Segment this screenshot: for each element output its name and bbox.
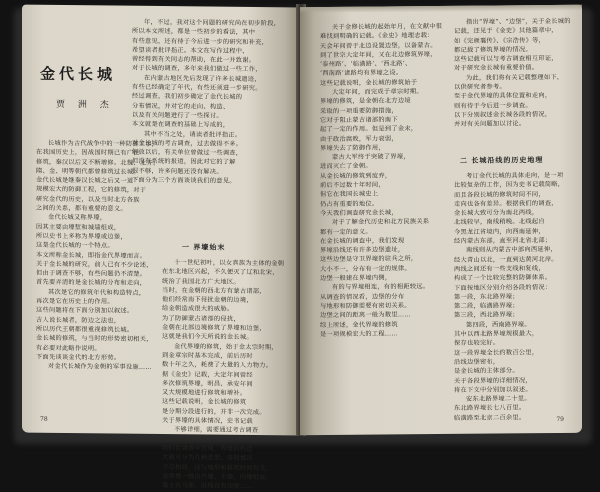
text-line: 第二段，临潢路界壕； — [454, 302, 519, 311]
text-line: 采取的一项重要防御措施， — [320, 107, 398, 115]
text-line: 与地形和防御需要有密切关系。 — [320, 302, 411, 310]
text-line: 第一段，东北路界壕； — [454, 293, 519, 301]
text-line: 界壕沿线还有许多边堡遗址， — [320, 246, 405, 255]
text-line: 有些已经确定了年代，有些还须进一步研究。 — [132, 83, 262, 93]
text-line: 到金章宗时基本完成，前后历时 — [162, 351, 253, 360]
text-line: 对金代长城作为金朝的军事设施…… — [48, 362, 152, 372]
text-line: 走向也各有差异。根据我们的调查， — [454, 199, 558, 208]
text-line: 金朝在北部边境修筑了界壕和边堡， — [162, 324, 266, 333]
text-line: 而且各段长城的修筑时间不同， — [454, 190, 545, 199]
text-line: 两线之间还有一些支线和复线， — [454, 265, 545, 273]
text-line: 由于政治腐败，军力衰弱， — [320, 134, 398, 143]
text-line: ‘西南路’诸路均有界壕之设。 — [320, 69, 403, 78]
text-line: 是一项规模宏大的工程…… — [320, 330, 398, 338]
text-line: 古人说长城者，防边之法也， — [36, 316, 121, 325]
text-line: 不尽相同，这与地形和修筑时间有关。 — [162, 463, 273, 472]
text-line: 希望读者批评指正。本文在写作过程中， — [132, 46, 249, 55]
text-line: 界壕的修筑，是金朝在北方边境 — [320, 97, 411, 106]
right-body-text-1 — [320, 22, 450, 425]
text-line: 在我国历史上，因战国时期已有广泛 — [36, 148, 140, 158]
text-line: 规模宏大的防御工程，它的修筑，对于 — [36, 186, 147, 195]
text-line: 指出“界壕”、“边堡”，关于金长城的 — [466, 17, 571, 26]
text-line: 为此，我们将有关记载整理如下， — [466, 73, 564, 82]
text-line: 长城作为古代战争中的一种防御工事， — [48, 139, 159, 148]
text-line: 对于长城的调查，多年来我们做过一些工作， — [132, 65, 262, 74]
text-line: 经内蒙古东部，直至河北省北部； — [454, 237, 552, 245]
text-line: 以供研究者参考。 — [454, 83, 506, 91]
text-line: 关于各段界壕的详细情况， — [454, 376, 532, 385]
text-line: 很不够，许多问题还没有解决。 — [132, 167, 223, 176]
text-line: 以及有关问题进行了一些探讨。 — [132, 111, 223, 120]
text-line: 沿线边堡密布， — [454, 358, 500, 366]
text-line: 金代长城是继秦汉长城之后又一道 — [36, 176, 134, 185]
text-line: 起了一定的作用。但是到了金末， — [320, 125, 418, 134]
text-line: 本文所称金长城，即指金代界壕而言。 — [36, 251, 147, 260]
text-line: 这就是我们今天所说的金长城。 — [162, 333, 253, 342]
text-line: 从金长城的修筑到废弃， — [320, 172, 392, 180]
text-line: 据《金史》记载，大定年间曾经 — [162, 370, 253, 379]
text-line: 前后不过数十年时间， — [320, 181, 385, 190]
text-line: 所以历代王朝都很重视修筑长城。 — [36, 325, 134, 334]
text-line: 年，不过，我对这个问题的研究尚在初步阶段， — [144, 18, 281, 28]
text-line: 大定年间，而完成于章宗时期。 — [332, 88, 423, 97]
text-line: 今黑龙江省境内，向西南延伸， — [454, 227, 545, 236]
text-line: 蒙古大军终于突破了界壕， — [332, 153, 410, 162]
text-line: 至于金代界壕的具体位置和走向， — [454, 92, 552, 101]
text-line: 界壕失去了防御作用， — [320, 144, 385, 152]
text-line: 难找到明确的记载。《金史》地理志载： — [320, 32, 434, 41]
text-line: 所以本文所述，都是一些初步的看法，其中 — [132, 27, 256, 37]
text-line: 边堡之间的距离一般为数里…… — [320, 311, 411, 320]
text-line: 大致可分为几种类型，各段情况 — [162, 454, 253, 463]
text-line: 这一段界壕全长约数百公里， — [454, 348, 539, 357]
text-line: 数十年之久，耗费了大量的人力物力。 — [162, 361, 273, 370]
section-heading-2: 二 长城沿线的历史地理 — [460, 155, 544, 165]
text-line: 记载，还见于《金史》其他篇章中， — [454, 27, 558, 36]
text-line: 这些记载说明，金长城的修筑始于 — [320, 78, 418, 87]
left-page — [22, 5, 302, 491]
text-line: 从调查的情况看，边堡的分布 — [320, 292, 405, 301]
text-line: 首先要弄清的是金长城的分布和走向， — [36, 279, 147, 288]
left-folio: 78 — [40, 415, 48, 423]
text-line: 金长城大致可分为南北两线， — [454, 209, 539, 218]
text-line: 关于界壕的具体情况，史书记载 — [162, 417, 253, 425]
text-line: 如《完颜襄传》、《宗浩传》等， — [454, 36, 546, 45]
text-line: 解放以后，有关单位曾做过一些调查， — [132, 148, 243, 157]
text-line: 南线则从内蒙古中部向西延伸， — [466, 246, 557, 255]
text-line: 都记载了修筑界壕的情况。 — [454, 46, 532, 54]
text-line: 仍占有重要的地位。 — [320, 200, 379, 208]
text-line: 第三段，西北路界壕； — [454, 311, 519, 320]
text-line: 都有一定的意义。 — [320, 228, 372, 236]
text-line: 下面先谈谈金代的北方形势。 — [36, 353, 121, 362]
article-title: 金代长城 — [40, 64, 117, 84]
text-line: 不够详细，需要通过考古调查 — [174, 426, 259, 435]
text-line: 其次是它的修筑年代和构造特点， — [48, 288, 146, 297]
text-line: 经过调查，我们初步确定了金代长城的 — [132, 93, 243, 102]
text-line: 这些问题将在下面分别加以叙述。 — [36, 307, 134, 316]
text-line: 他们经常南下侵扰金朝的边境， — [162, 296, 253, 305]
text-line: 在内蒙古地区先后发现了许多长城遗迹， — [144, 74, 261, 83]
text-line: 金代长城又称界壕， — [48, 214, 107, 222]
text-line: 分布情况，并对它的走向、构造、 — [132, 102, 230, 111]
left-body-text-1 — [36, 139, 158, 376]
text-line: 边堡一般建在界壕内侧， — [320, 274, 392, 283]
text-line: 隋、金、明等朝代都曾修筑过长城。 — [36, 167, 140, 176]
text-line: 在金长城的调查中，我们发现 — [320, 237, 405, 245]
text-line: 为了防御蒙古诸部的侵扰， — [162, 314, 240, 323]
text-line: 之间的关系，都有重要的意义。 — [36, 204, 127, 213]
text-line: 进而灭亡了金朝。 — [320, 163, 372, 171]
text-line: 关于金长城的研究，前人已有不少论述， — [36, 260, 153, 269]
text-line: 下面分为三个方面谈谈我们的意见。 — [132, 176, 236, 185]
text-line: 曾经得到有关同志的帮助，在此一并致谢。 — [132, 55, 256, 65]
text-line: 又大规模地进行修筑和增补。 — [162, 389, 247, 398]
text-line: 我们在调查中发现，界壕的构造 — [162, 444, 253, 453]
text-line: 它对于阻止蒙古诸部的南下 — [320, 116, 398, 125]
text-line: 对于研究金长城有重要价值。 — [454, 64, 539, 73]
text-line: 因其主要由壕堑和城墙组成， — [36, 223, 121, 232]
text-line: 这是金代长城的一个特点。 — [36, 241, 114, 250]
text-line: 这些记载说明，金长城的修筑 — [162, 398, 247, 407]
text-line: 但它在我国长城史上 — [320, 190, 379, 199]
text-line: 统治了我国北方广大地区。 — [162, 277, 240, 286]
text-line: ‘泰州路’、‘临潢路’、‘西北路’、 — [320, 60, 412, 69]
text-line: 比较复杂的工作，因为史书记载简略， — [454, 181, 565, 190]
text-line: 金代界壕的修筑，始于金太宗时期， — [174, 342, 278, 351]
text-line: 本文就是在调查的基础上写成的， — [132, 120, 230, 129]
text-line: 有的与界壕相连，有的相距较远。 — [332, 283, 430, 292]
text-line: 构成了一个比较完整的防御体系。 — [454, 274, 552, 283]
text-line: 是分期分段进行的，并非一次完成。 — [162, 407, 266, 416]
text-line: 当时，在金朝的西北方有蒙古诸部， — [162, 286, 266, 295]
text-line: 十一世纪初叶，以女真族为主体的金朝 — [174, 259, 285, 268]
text-line: 将在下文中分别加以叙述。 — [454, 386, 532, 394]
text-line: 金长城的修筑，与当时的形势密切相关， — [36, 334, 153, 344]
text-line: 对于了解金代历史和北方民族关系 — [332, 218, 430, 227]
text-line: 今天我们调查研究金长城， — [320, 209, 398, 217]
text-line: 天会年间曾于北边设置边堡，以备蒙古。 — [320, 41, 437, 50]
right-body-text-2 — [454, 17, 574, 134]
text-line: 保存也较完好。 — [454, 339, 500, 348]
text-line: 下面按地区分别介绍各段的情况： — [454, 283, 552, 292]
text-line: 加以补充和证实。 — [162, 435, 214, 444]
text-line: 北线较早，南线稍晚。北线起自 — [454, 218, 545, 227]
text-line: 安东北路界壕二十里。 — [466, 395, 531, 403]
text-line: 第四段，西南路界壕。 — [466, 320, 531, 329]
text-line: 以下分别叙述金长城各段的情况， — [454, 111, 552, 119]
text-line: 所以史书上多称为界壕或边堡， — [36, 232, 127, 241]
text-line: 东北路界壕长七八百里。 — [454, 404, 526, 413]
text-line: 金界壕一般由外壕、主墙、内壕组成， — [162, 472, 273, 481]
section-heading-1: 一 界壕始末 — [182, 242, 226, 252]
text-line: 关于金修长城的起始年月，在文献中很 — [332, 22, 443, 31]
text-line: 这些边堡是守卫界壕的驻兵之所， — [320, 255, 418, 264]
text-line: 但由于调查不够，有些问题仍不清楚。 — [36, 269, 147, 278]
text-line: 但没有系统的报道，因此对它的了解 — [132, 158, 236, 167]
text-line: 并对有关问题加以讨论。 — [454, 120, 526, 129]
text-line: 这些记载可以与考古调查相互印证， — [454, 55, 558, 64]
text-line: 其中不当之处，请读者批评指正。 — [144, 130, 242, 139]
text-line: 临潢路至北京二百余里。 — [454, 413, 526, 422]
text-line: 对金长城的考古调查，过去做得不多。 — [132, 139, 243, 148]
right-body-text-3 — [454, 171, 574, 424]
text-line: 墙上有马面，沿线设有边堡…… — [162, 482, 253, 491]
page-edge-shadow — [300, 5, 582, 13]
text-line: 则有待于今后进一步调查。 — [454, 101, 532, 110]
left-body-text-2 — [162, 258, 294, 491]
article-author: 贾 洲 杰 — [56, 99, 114, 111]
text-line: 考订金代长城的具体走向，是一项 — [466, 171, 564, 180]
text-line: 研究金代的历史，以及当时北方各族 — [36, 195, 140, 204]
text-line: 有必要对此略作说明。 — [36, 344, 101, 352]
text-line: 有些意见，还有待于今后进一步的研究和补充， — [132, 37, 269, 46]
text-line: 其中以西北路界壕规模最大， — [454, 330, 539, 338]
text-line: 修筑，秦汉以后又不断增修。北魏、北齐、 — [36, 158, 160, 167]
right-page — [300, 5, 582, 435]
text-line: 综上所述，金代界壕的修筑 — [320, 320, 398, 329]
text-line: 经大青山以北，一直到达黄河北岸。 — [454, 255, 558, 264]
text-line: 到了世宗大定年间，又在北边修筑界壕， — [320, 50, 437, 59]
text-line: 多次修筑界壕，明昌、承安年间 — [162, 379, 253, 388]
text-line: 是金长城的主体部分。 — [454, 367, 519, 376]
text-line: 在东北地区兴起，不久便灭了辽和北宋， — [162, 268, 279, 277]
right-folio: 79 — [556, 415, 564, 423]
text-line: 大小不一，分布有一定的规律。 — [320, 264, 411, 273]
text-line: 给金朝造成很大的威胁。 — [162, 305, 234, 314]
text-line: 再次是它在历史上的作用。 — [36, 297, 114, 306]
